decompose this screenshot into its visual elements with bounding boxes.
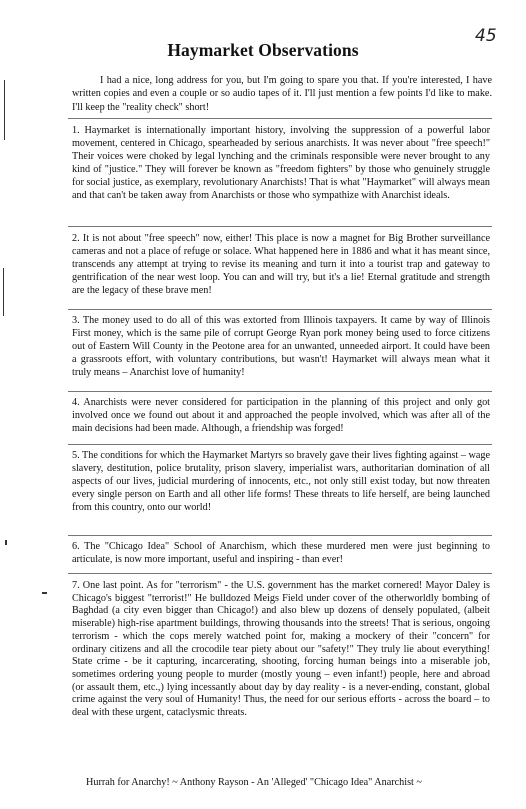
point-7: 7. One last point. As for "terrorism" - the U.S. government has the market cornered! Mayor Daley is Chicago's biggest "terrorist!" He bulldozed Meigs Field under cover of the otherworldly bombing of Baghdad (a city even bigger than Chicago!) and also blew up dozens of densely populated, (albeit miserable) high-rise apartment buildings, throwing thousands into the streets! That is serious, ongoing terrorism - which the cops merely watched point for, making a mockery of their "concern" for ordinary citizens and all the crocodile tear piety about our "safety!" They truly lie about everything! State crime - be it capturing, incarcerating, shooting, forcing human beings into a miserable job, sometimes ordering young people to murder (mostly young – even infant!) people, here and abroad (or assault them, etc.,) lying incessantly about day by day reality - is a never-ending, constant, global crime against the very soul of Humanity! Thus, the need for our serious efforts - across the board – to deal with these urgent, cataclysmic threats. [72,580,490,719]
point-6: 6. The "Chicago Idea" School of Anarchism, which these murdered men were just beginning to articulate, is now more important, useful and inspiring - than ever! [72,541,490,565]
point-2: 2. It is not about "free speech" now, either! This place is now a magnet for Big Brother surveillance cameras and not a place of refuge or solace. What happened here in 1886 and what it has meant since, transcends any attempt at trying to revise its meaning and turn it into a tourist trap and gateway to gentrification of the near west loop. You can and will try, but it's a lie! Eternal gratitude and strength are the legacy of these brave men! [72,233,490,296]
point-3: 3. The money used to do all of this was extorted from Illinois taxpayers. It came by way of Illinois First money, which is the same pile of corrupt George Ryan pork money being used to force citizens out of Eastern Will County in the Peotone area for an unwanted, unneeded airport. It could have been a grassroots effort, with voluntary contributions, but wasn't! Haymarket will always mean what it truly means – Anarchist love of humanity! [72,315,490,378]
section-divider [68,118,492,119]
handwritten-page-number: 45 [475,26,497,46]
scan-margin-mark [5,540,7,545]
section-divider [68,535,492,536]
section-divider [68,391,492,392]
section-divider [68,444,492,445]
scan-margin-mark [4,80,5,140]
section-divider [68,573,492,574]
point-1: 1. Haymarket is internationally important history, involving the suppression of a powerful labor movement, centered in Chicago, spearheaded by serious anarchists. It was never about "free speech!" Their voices were choked by legal lynching and the criminals responsible were never brought to any kind of "justice." They will forever be known as "freedom fighters" by those who genuinely struggle for social justice, as exemplary, revolutionary Anarchists! That is what "Haymarket" will always mean and that can't be taken away from Anarchists or those who sympathize with Anarchist ideals. [72,125,490,201]
intro-paragraph: I had a nice, long address for you, but I'm going to spare you that. If you're interested, I have written copies and even a couple or so audio tapes of it. I'll just mention a few points I'd like to make. I'll keep the "reality check" short! [72,75,492,113]
page-title: Haymarket Observations [167,40,359,60]
point-4: 4. Anarchists were never considered for participation in the planning of this project and only got involved once we found out about it and approached the people involved, which was after all of the main decisions had been made. Although, a friendship was forged! [72,397,490,434]
scan-margin-mark [3,268,4,316]
scan-margin-mark [42,592,47,594]
point-5: 5. The conditions for which the Haymarket Martyrs so bravely gave their lives fighting against – wage slavery, destitution, police brutality, prison slavery, imperialist wars, authoritarian domination of all aspects of our lives, judicial murdering of innocents, etc., not only still exist today, but now threaten every single person on Earth and all other life forms! These threats to life herself, are being launched from this country, onto our world! [72,450,490,513]
section-divider [68,226,492,227]
signature-line: Hurrah for Anarchy! ~ Anthony Rayson - An 'Alleged' "Chicago Idea" Anarchist ~ [86,777,422,788]
section-divider [68,309,492,310]
